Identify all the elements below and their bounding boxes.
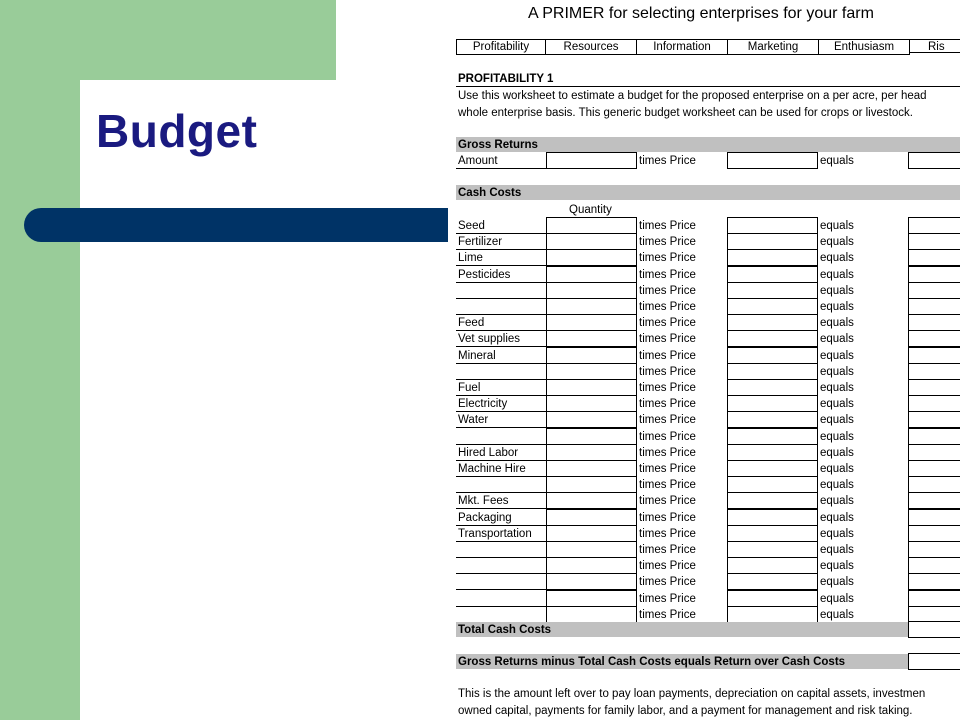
cash-cost-equals: equals: [820, 382, 854, 394]
cash-cost-times-price: times Price: [639, 609, 696, 621]
cash-cost-times-price: times Price: [639, 366, 696, 378]
cash-cost-total-input[interactable]: [908, 217, 960, 234]
cash-cost-equals: equals: [820, 285, 854, 297]
cash-cost-item-label: Fuel: [458, 382, 481, 394]
cash-cost-row-rule: [456, 233, 546, 234]
cash-cost-total-input[interactable]: [908, 444, 960, 461]
gross-returns-times-price: times Price: [639, 155, 696, 167]
cash-cost-total-input[interactable]: [908, 573, 960, 590]
gross-returns-price-input[interactable]: [727, 152, 818, 169]
cash-cost-item-label: Electricity: [458, 398, 508, 410]
cash-cost-quantity-input[interactable]: [546, 282, 637, 299]
cash-cost-row-rule: [456, 557, 546, 558]
cash-cost-quantity-input[interactable]: [546, 476, 637, 493]
cash-cost-row-rule: [456, 606, 546, 607]
cash-cost-equals: equals: [820, 463, 854, 475]
cash-cost-row-rule: [456, 379, 546, 380]
cash-cost-item-label: Mineral: [458, 350, 496, 362]
cash-cost-price-input[interactable]: [727, 428, 818, 445]
cash-cost-item-label: Water: [458, 414, 489, 426]
cash-cost-item-label: Machine Hire: [458, 463, 526, 475]
cash-cost-equals: equals: [820, 495, 854, 507]
quantity-column-header: Quantity: [569, 204, 612, 216]
cash-cost-equals: equals: [820, 220, 854, 232]
cash-costs-header: Cash Costs: [458, 187, 522, 199]
gross-returns-equals: equals: [820, 155, 854, 167]
gross-returns-amount-label: Amount: [458, 155, 498, 167]
cash-cost-equals: equals: [820, 512, 854, 524]
cash-cost-equals: equals: [820, 398, 854, 410]
cash-cost-row-rule: [456, 395, 546, 396]
cash-cost-price-input[interactable]: [727, 525, 818, 542]
cash-cost-total-input[interactable]: [908, 395, 960, 412]
cash-cost-quantity-input[interactable]: [546, 266, 637, 283]
cash-cost-row-rule: [456, 476, 546, 477]
cash-cost-equals: equals: [820, 301, 854, 313]
cash-cost-times-price: times Price: [639, 269, 696, 281]
cash-cost-quantity-input[interactable]: [546, 573, 637, 590]
cash-cost-item-label: Feed: [458, 317, 485, 329]
cash-cost-times-price: times Price: [639, 447, 696, 459]
cash-cost-quantity-input[interactable]: [546, 395, 637, 412]
cash-cost-price-input[interactable]: [727, 541, 818, 558]
cash-cost-times-price: times Price: [639, 576, 696, 588]
cash-cost-equals: equals: [820, 236, 854, 248]
gross-returns-total-input[interactable]: [908, 152, 960, 169]
cash-cost-quantity-input[interactable]: [546, 460, 637, 477]
cash-cost-quantity-input[interactable]: [546, 525, 637, 542]
cash-cost-price-input[interactable]: [727, 476, 818, 493]
cash-cost-row-rule: [456, 411, 546, 412]
cash-cost-price-input[interactable]: [727, 444, 818, 461]
cash-cost-times-price: times Price: [639, 495, 696, 507]
cash-cost-row-rule: [456, 460, 546, 461]
cash-cost-row-rule: [456, 265, 546, 266]
gross-returns-rule: [456, 168, 546, 169]
cash-cost-equals: equals: [820, 447, 854, 459]
cash-cost-total-input[interactable]: [908, 411, 960, 428]
cash-cost-quantity-input[interactable]: [546, 541, 637, 558]
cash-cost-item-label: Packaging: [458, 512, 512, 524]
cash-cost-total-input[interactable]: [908, 233, 960, 250]
cash-cost-times-price: times Price: [639, 398, 696, 410]
gross-returns-header: Gross Returns: [458, 139, 538, 151]
cash-cost-quantity-input[interactable]: [546, 492, 637, 509]
cash-cost-price-input[interactable]: [727, 217, 818, 234]
cash-cost-price-input[interactable]: [727, 573, 818, 590]
cash-cost-total-input[interactable]: [908, 476, 960, 493]
cash-cost-times-price: times Price: [639, 431, 696, 443]
tab-resources[interactable]: Resources: [546, 39, 637, 55]
cash-cost-equals: equals: [820, 431, 854, 443]
cash-cost-item-label: Transportation: [458, 528, 532, 540]
tab-information[interactable]: Information: [637, 39, 728, 55]
cash-cost-times-price: times Price: [639, 382, 696, 394]
cash-cost-item-label: Hired Labor: [458, 447, 519, 459]
cash-cost-times-price: times Price: [639, 220, 696, 232]
cash-cost-times-price: times Price: [639, 350, 696, 362]
cash-cost-times-price: times Price: [639, 593, 696, 605]
cash-cost-price-input[interactable]: [727, 492, 818, 509]
cash-cost-total-input[interactable]: [908, 460, 960, 477]
cash-cost-price-input[interactable]: [727, 379, 818, 396]
cash-cost-equals: equals: [820, 414, 854, 426]
worksheet-title: A PRIMER for selecting enterprises for your farm: [528, 5, 874, 22]
cash-cost-total-input[interactable]: [908, 590, 960, 607]
cash-cost-equals: equals: [820, 269, 854, 281]
cash-cost-total-input[interactable]: [908, 541, 960, 558]
return-over-cash-label: Gross Returns minus Total Cash Costs equals Return over Cash Costs: [458, 656, 846, 668]
total-cash-costs-input[interactable]: [908, 621, 960, 638]
gross-returns-amount-input[interactable]: [546, 152, 637, 169]
cash-cost-times-price: times Price: [639, 414, 696, 426]
cash-cost-quantity-input[interactable]: [546, 557, 637, 574]
cash-cost-total-input[interactable]: [908, 509, 960, 526]
tab-risk[interactable]: Ris: [910, 39, 960, 53]
cash-cost-total-input[interactable]: [908, 347, 960, 364]
cash-cost-equals: equals: [820, 576, 854, 588]
cash-cost-equals: equals: [820, 350, 854, 362]
cash-cost-quantity-input[interactable]: [546, 509, 637, 526]
cash-cost-price-input[interactable]: [727, 314, 818, 331]
cash-cost-quantity-input[interactable]: [546, 314, 637, 331]
cash-cost-price-input[interactable]: [727, 282, 818, 299]
cash-cost-quantity-input[interactable]: [546, 590, 637, 607]
cash-cost-total-input[interactable]: [908, 282, 960, 299]
cash-cost-item-label: Mkt. Fees: [458, 495, 509, 507]
cash-cost-row-rule: [456, 427, 546, 428]
cash-cost-equals: equals: [820, 609, 854, 621]
top-green-band: [80, 0, 336, 80]
cash-cost-times-price: times Price: [639, 285, 696, 297]
cash-cost-price-input[interactable]: [727, 557, 818, 574]
cash-cost-price-input[interactable]: [727, 590, 818, 607]
tab-marketing[interactable]: Marketing: [728, 39, 819, 55]
cash-cost-quantity-input[interactable]: [546, 347, 637, 364]
cash-cost-price-input[interactable]: [727, 460, 818, 477]
cash-cost-total-input[interactable]: [908, 557, 960, 574]
section-rule: [456, 86, 960, 87]
cash-cost-total-input[interactable]: [908, 298, 960, 315]
cash-cost-quantity-input[interactable]: [546, 444, 637, 461]
cash-cost-row-rule: [456, 346, 546, 347]
cash-cost-equals: equals: [820, 560, 854, 572]
cash-costs-header-bg: [456, 185, 960, 200]
cash-cost-equals: equals: [820, 544, 854, 556]
cash-cost-row-rule: [456, 492, 546, 493]
cash-cost-price-input[interactable]: [727, 606, 818, 623]
cash-cost-times-price: times Price: [639, 512, 696, 524]
cash-cost-times-price: times Price: [639, 252, 696, 264]
cash-cost-total-input[interactable]: [908, 363, 960, 380]
cash-cost-total-input[interactable]: [908, 266, 960, 283]
cash-cost-price-input[interactable]: [727, 411, 818, 428]
cash-cost-total-input[interactable]: [908, 428, 960, 445]
cash-cost-row-rule: [456, 363, 546, 364]
cash-cost-price-input[interactable]: [727, 395, 818, 412]
cash-cost-quantity-input[interactable]: [546, 249, 637, 266]
cash-cost-equals: equals: [820, 479, 854, 491]
cash-cost-row-rule: [456, 541, 546, 542]
cash-cost-equals: equals: [820, 366, 854, 378]
cash-cost-equals: equals: [820, 593, 854, 605]
cash-cost-row-rule: [456, 282, 546, 283]
cash-cost-total-input[interactable]: [908, 525, 960, 542]
cash-cost-times-price: times Price: [639, 317, 696, 329]
cash-cost-quantity-input[interactable]: [546, 606, 637, 623]
cash-cost-item-label: Pesticides: [458, 269, 511, 281]
cash-cost-row-rule: [456, 444, 546, 445]
cash-cost-times-price: times Price: [639, 528, 696, 540]
intro-line-1: Use this worksheet to estimate a budget for the proposed enterprise on a per acre, per head: [458, 90, 927, 102]
slide-title: Budget: [96, 105, 258, 157]
cash-cost-item-label: Seed: [458, 220, 485, 232]
cash-cost-row-rule: [456, 249, 546, 250]
cash-cost-equals: equals: [820, 528, 854, 540]
cash-cost-price-input[interactable]: [727, 233, 818, 250]
cash-cost-row-rule: [456, 508, 546, 509]
cash-cost-item-label: Lime: [458, 252, 483, 264]
white-content-panel: [80, 80, 480, 720]
cash-cost-times-price: times Price: [639, 560, 696, 572]
cash-cost-times-price: times Price: [639, 479, 696, 491]
cash-cost-price-input[interactable]: [727, 347, 818, 364]
cash-cost-times-price: times Price: [639, 236, 696, 248]
cash-cost-item-label: Fertilizer: [458, 236, 503, 248]
cash-cost-equals: equals: [820, 317, 854, 329]
navy-accent-bar: [24, 208, 464, 242]
cash-cost-price-input[interactable]: [727, 298, 818, 315]
footer-line-2: owned capital, payments for family labor, and a payment for management and risk taking.: [458, 705, 913, 717]
section-title: PROFITABILITY 1: [458, 73, 554, 85]
intro-line-2: whole enterprise basis. This generic budget worksheet can be used for crops or livestock.: [458, 107, 913, 119]
cash-cost-price-input[interactable]: [727, 509, 818, 526]
cash-cost-total-input[interactable]: [908, 249, 960, 266]
footer-line-1: This is the amount left over to pay loan payments, depreciation on capital assets, investmen: [458, 688, 926, 700]
cash-cost-total-input[interactable]: [908, 314, 960, 331]
cash-cost-row-rule: [456, 330, 546, 331]
cash-cost-price-input[interactable]: [727, 363, 818, 380]
cash-cost-row-rule: [456, 525, 546, 526]
cash-cost-price-input[interactable]: [727, 249, 818, 266]
cash-cost-times-price: times Price: [639, 301, 696, 313]
cash-cost-price-input[interactable]: [727, 266, 818, 283]
cash-cost-quantity-input[interactable]: [546, 330, 637, 347]
cash-cost-row-rule: [456, 573, 546, 574]
worksheet-tabs: [456, 39, 960, 55]
cash-cost-item-label: Vet supplies: [458, 333, 521, 345]
cash-cost-quantity-input[interactable]: [546, 298, 637, 315]
cash-cost-quantity-input[interactable]: [546, 233, 637, 250]
cash-cost-quantity-input[interactable]: [546, 411, 637, 428]
cash-cost-times-price: times Price: [639, 463, 696, 475]
cash-cost-total-input[interactable]: [908, 330, 960, 347]
left-green-band: [0, 0, 80, 720]
cash-cost-equals: equals: [820, 333, 854, 345]
tab-profitability[interactable]: Profitability: [456, 39, 546, 55]
cash-cost-times-price: times Price: [639, 333, 696, 345]
return-over-cash-input[interactable]: [908, 653, 960, 670]
cash-cost-quantity-input[interactable]: [546, 428, 637, 445]
cash-cost-quantity-input[interactable]: [546, 217, 637, 234]
total-cash-costs-label: Total Cash Costs: [458, 624, 552, 636]
cash-cost-total-input[interactable]: [908, 492, 960, 509]
tab-enthusiasm[interactable]: Enthusiasm: [819, 39, 910, 55]
cash-cost-row-rule: [456, 298, 546, 299]
cash-cost-row-rule: [456, 314, 546, 315]
cash-cost-quantity-input[interactable]: [546, 379, 637, 396]
cash-cost-quantity-input[interactable]: [546, 363, 637, 380]
cash-cost-row-rule: [456, 589, 546, 590]
budget-worksheet: [448, 0, 960, 720]
cash-cost-times-price: times Price: [639, 544, 696, 556]
cash-cost-price-input[interactable]: [727, 330, 818, 347]
cash-cost-total-input[interactable]: [908, 379, 960, 396]
cash-cost-equals: equals: [820, 252, 854, 264]
